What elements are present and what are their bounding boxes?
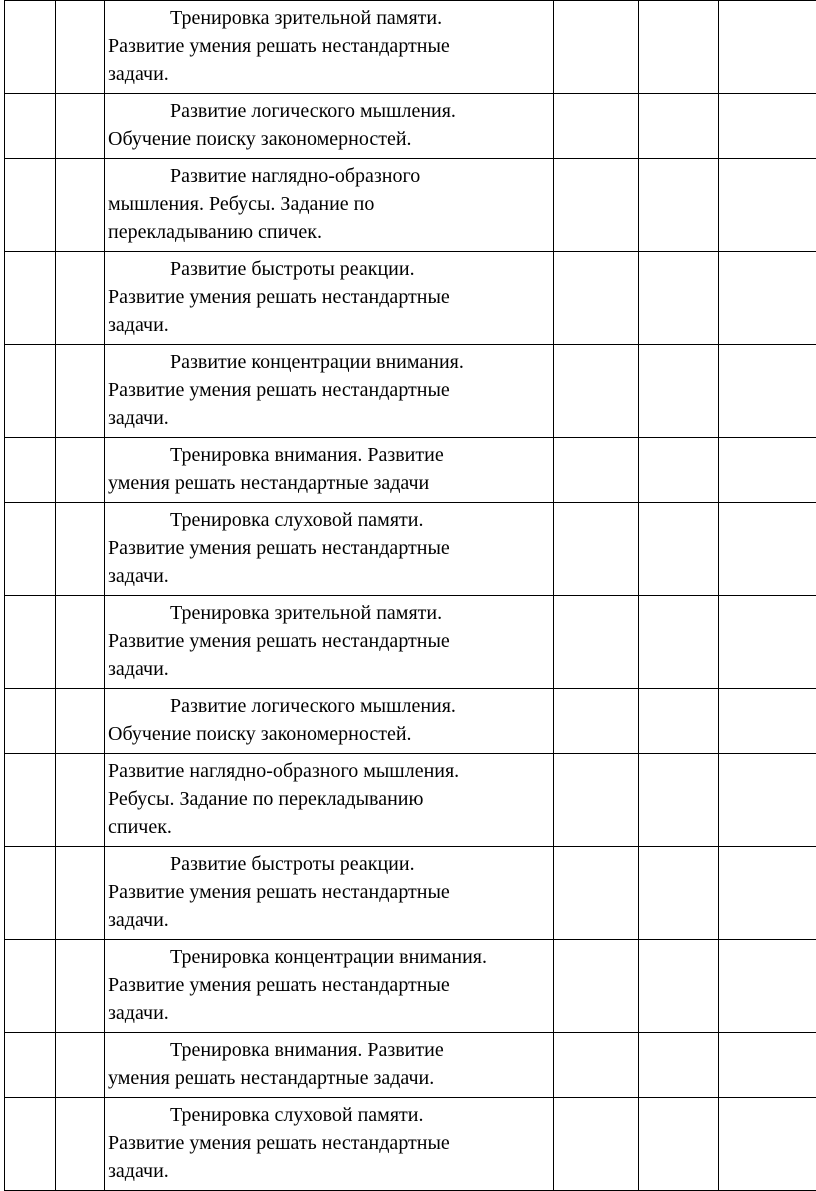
actual-date-cell [639, 940, 719, 1033]
hours-cell [56, 503, 105, 596]
topic-cell [105, 252, 554, 345]
notes-cell [719, 1, 816, 94]
topic-line: умения решать нестандартные задачи. [108, 1064, 550, 1092]
notes-cell [719, 754, 816, 847]
table-row [5, 754, 816, 847]
actual-date-cell [639, 438, 719, 503]
topic-cell [105, 1, 554, 94]
actual-date-cell [639, 689, 719, 754]
topic-cell [105, 503, 554, 596]
planned-date-cell [554, 1098, 639, 1191]
topic-line: Тренировка слуховой памяти. [108, 506, 550, 534]
planned-date-cell [554, 345, 639, 438]
notes-cell [719, 159, 816, 252]
table-row [5, 596, 816, 689]
lesson-plan-table [4, 0, 816, 1191]
hours-cell [56, 1033, 105, 1098]
topic-line: задачи. [108, 655, 550, 683]
planned-date-cell [554, 596, 639, 689]
notes-cell [719, 596, 816, 689]
hours-cell [56, 596, 105, 689]
notes-cell [719, 1098, 816, 1191]
topic-line: Развитие умения решать нестандартные [108, 971, 550, 999]
table-row [5, 1, 816, 94]
topic-cell [105, 689, 554, 754]
topic-line: перекладыванию спичек. [108, 218, 550, 246]
table-row [5, 847, 816, 940]
topic-line: Обучение поиску закономерностей. [108, 125, 550, 153]
planned-date-cell [554, 159, 639, 252]
topic-line: Развитие быстроты реакции. [108, 850, 550, 878]
table-row [5, 159, 816, 252]
planned-date-cell [554, 754, 639, 847]
actual-date-cell [639, 252, 719, 345]
planned-date-cell [554, 689, 639, 754]
table-row [5, 94, 816, 159]
notes-cell [719, 503, 816, 596]
actual-date-cell [639, 754, 719, 847]
topic-line: Тренировка зрительной памяти. [108, 599, 550, 627]
actual-date-cell [639, 94, 719, 159]
actual-date-cell [639, 503, 719, 596]
number-cell [5, 159, 56, 252]
topic-cell [105, 1098, 554, 1191]
topic-line: Обучение поиску закономерностей. [108, 720, 550, 748]
hours-cell [56, 1098, 105, 1191]
planned-date-cell [554, 847, 639, 940]
topic-cell [105, 1033, 554, 1098]
table-row [5, 252, 816, 345]
number-cell [5, 438, 56, 503]
number-cell [5, 1, 56, 94]
lesson-plan-body [5, 1, 816, 1191]
notes-cell [719, 438, 816, 503]
number-cell [5, 689, 56, 754]
topic-line: Развитие умения решать нестандартные [108, 878, 550, 906]
topic-line: Развитие умения решать нестандартные [108, 627, 550, 655]
number-cell [5, 345, 56, 438]
number-cell [5, 754, 56, 847]
topic-line: Развитие умения решать нестандартные [108, 1129, 550, 1157]
number-cell [5, 503, 56, 596]
actual-date-cell [639, 1098, 719, 1191]
notes-cell [719, 252, 816, 345]
planned-date-cell [554, 1, 639, 94]
planned-date-cell [554, 503, 639, 596]
table-row [5, 503, 816, 596]
actual-date-cell [639, 847, 719, 940]
notes-cell [719, 345, 816, 438]
actual-date-cell [639, 1, 719, 94]
topic-line: задачи. [108, 562, 550, 590]
topic-line: Тренировка концентрации внимания. [108, 943, 550, 971]
topic-line: Развитие умения решать нестандартные [108, 534, 550, 562]
topic-line: задачи. [108, 60, 550, 88]
topic-line: Ребусы. Задание по перекладыванию [108, 785, 550, 813]
number-cell [5, 94, 56, 159]
topic-line: Развитие логического мышления. [108, 97, 550, 125]
topic-line: задачи. [108, 1157, 550, 1185]
topic-line: Развитие логического мышления. [108, 692, 550, 720]
topic-line: Тренировка слуховой памяти. [108, 1101, 550, 1129]
topic-line: Развитие концентрации внимания. [108, 348, 550, 376]
topic-cell [105, 940, 554, 1033]
notes-cell [719, 689, 816, 754]
topic-line: Развитие наглядно-образного мышления. [108, 757, 550, 785]
actual-date-cell [639, 345, 719, 438]
actual-date-cell [639, 159, 719, 252]
topic-cell [105, 596, 554, 689]
topic-line: Развитие умения решать нестандартные [108, 32, 550, 60]
number-cell [5, 1098, 56, 1191]
number-cell [5, 940, 56, 1033]
topic-line: Развитие наглядно-образного [108, 162, 550, 190]
table-row [5, 689, 816, 754]
topic-line: мышления. Ребусы. Задание по [108, 190, 550, 218]
topic-cell [105, 94, 554, 159]
topic-line: задачи. [108, 999, 550, 1027]
notes-cell [719, 1033, 816, 1098]
topic-line: задачи. [108, 906, 550, 934]
planned-date-cell [554, 438, 639, 503]
topic-line: задачи. [108, 404, 550, 432]
hours-cell [56, 252, 105, 345]
table-row [5, 438, 816, 503]
topic-line: Развитие умения решать нестандартные [108, 283, 550, 311]
topic-line: Тренировка зрительной памяти. [108, 4, 550, 32]
topic-line: спичек. [108, 813, 550, 841]
hours-cell [56, 847, 105, 940]
actual-date-cell [639, 1033, 719, 1098]
planned-date-cell [554, 940, 639, 1033]
topic-cell [105, 847, 554, 940]
table-row [5, 1033, 816, 1098]
topic-line: Тренировка внимания. Развитие [108, 1036, 550, 1064]
planned-date-cell [554, 94, 639, 159]
hours-cell [56, 438, 105, 503]
number-cell [5, 252, 56, 345]
topic-line: Тренировка внимания. Развитие [108, 441, 550, 469]
topic-cell [105, 754, 554, 847]
hours-cell [56, 159, 105, 252]
number-cell [5, 847, 56, 940]
planned-date-cell [554, 1033, 639, 1098]
topic-line: Развитие умения решать нестандартные [108, 376, 550, 404]
topic-cell [105, 159, 554, 252]
table-row [5, 345, 816, 438]
hours-cell [56, 94, 105, 159]
topic-line: умения решать нестандартные задачи [108, 469, 550, 497]
hours-cell [56, 345, 105, 438]
topic-cell [105, 438, 554, 503]
hours-cell [56, 1, 105, 94]
topic-cell [105, 345, 554, 438]
topic-line: Развитие быстроты реакции. [108, 255, 550, 283]
planned-date-cell [554, 252, 639, 345]
table-row [5, 1098, 816, 1191]
table-row [5, 940, 816, 1033]
hours-cell [56, 754, 105, 847]
notes-cell [719, 847, 816, 940]
actual-date-cell [639, 596, 719, 689]
hours-cell [56, 689, 105, 754]
topic-line: задачи. [108, 311, 550, 339]
notes-cell [719, 94, 816, 159]
notes-cell [719, 940, 816, 1033]
number-cell [5, 596, 56, 689]
number-cell [5, 1033, 56, 1098]
hours-cell [56, 940, 105, 1033]
